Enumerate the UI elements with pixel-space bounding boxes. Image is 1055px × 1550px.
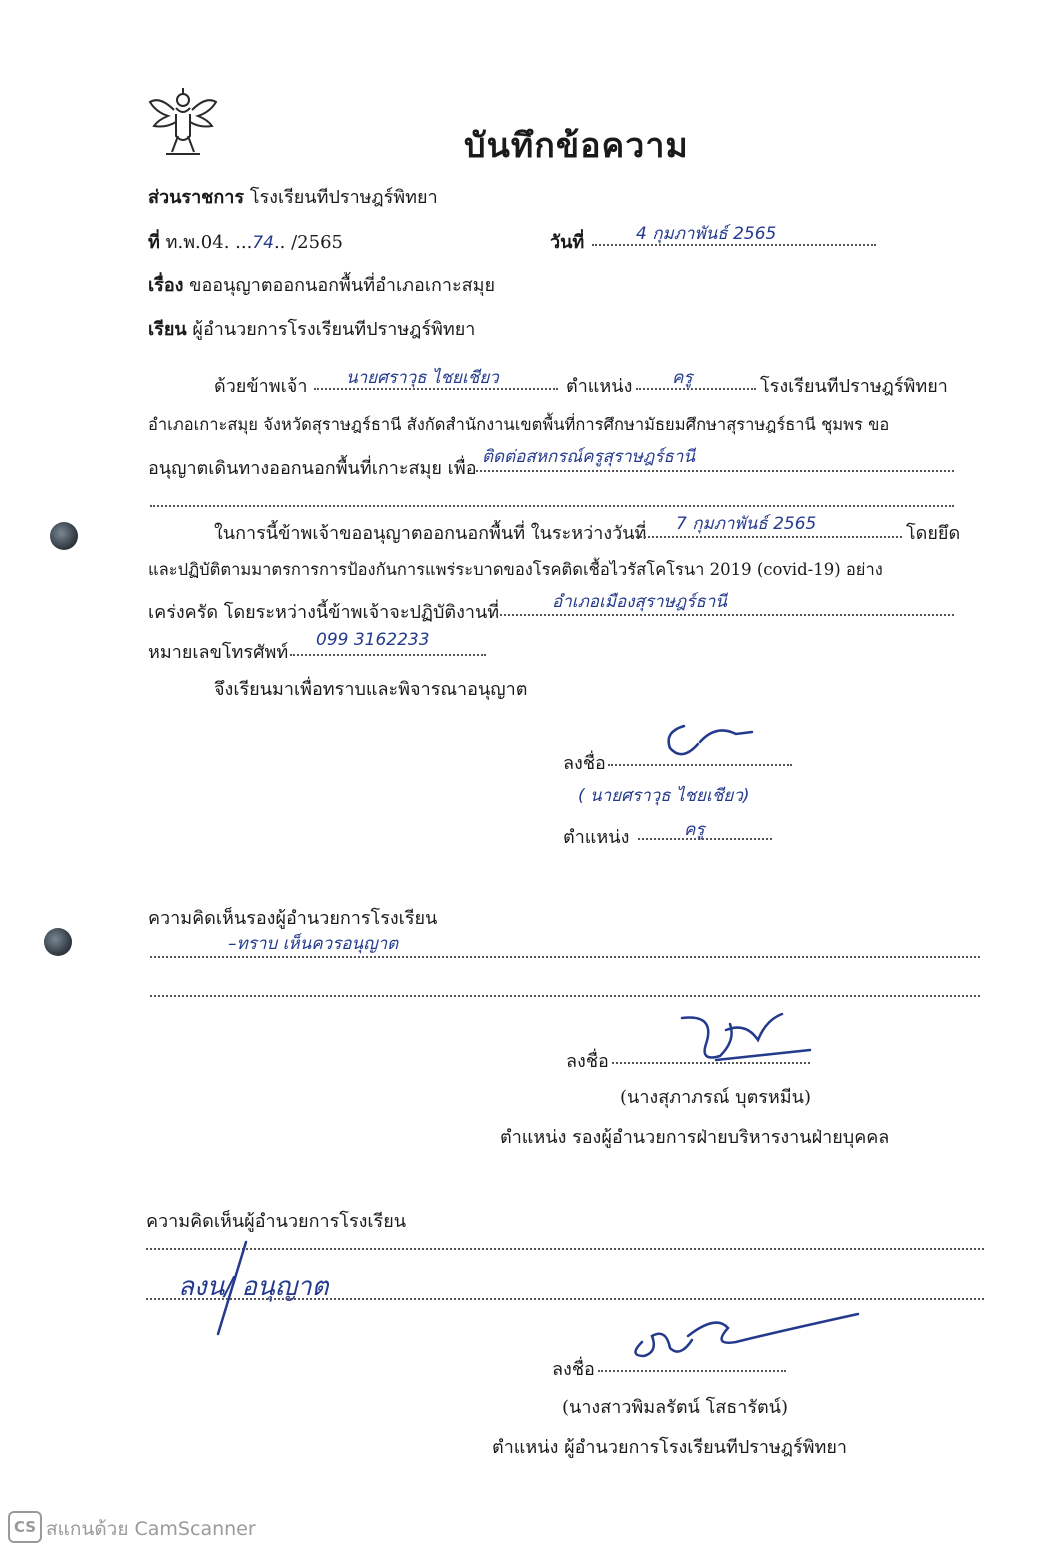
deputy-comment-handwritten: –ทราบ เห็นควรอนุญาต: [228, 934, 399, 954]
camscanner-text: สแกนด้วย CamScanner: [46, 1518, 256, 1540]
director-dotline-1: [146, 1248, 984, 1250]
p2-line2: และปฏิบัติตามมาตรการการป้องกันการแพร่ระบาดของโรคติดเชื้อไวรัสโคโรนา 2019 (covid-19) อย่าง: [148, 560, 883, 579]
sign1-position-dotline: [638, 838, 772, 840]
phone-label: หมายเลขโทรศัพท์: [148, 642, 289, 663]
agency-line: [148, 182, 438, 211]
date-value: 4 กุมภาพันธ์ 2565: [636, 224, 777, 244]
deputy-name: (นางสุภาภรณ์ บุตรหมีน): [620, 1087, 811, 1108]
punch-hole-top: [50, 522, 78, 550]
deputy-dotline-2: [150, 995, 980, 997]
school-tail: โรงเรียนทีปราษฎร์พิทยา: [760, 376, 948, 397]
to-value: ผู้อำนวยการโรงเรียนทีปราษฎร์พิทยา: [192, 319, 476, 340]
sign1-position-label: ตำแหน่ง: [563, 827, 630, 848]
p2-start: ในการนี้ข้าพเจ้าขออนุญาตออกนอกพื้นที่ ในระหว่างวันที่: [214, 523, 647, 544]
memo-title: บันทึกข้อความ: [464, 126, 689, 166]
p1-line2: อำเภอเกาะสมุย จังหวัดสุราษฎร์ธานี สังกัดสำนักงานเขตพื้นที่การศึกษามัธยมศึกษาสุราษฎร์ธานี ชุมพร ขอ: [148, 415, 890, 434]
sign1-dotline: [608, 764, 792, 766]
position-handwritten: ครู: [672, 368, 693, 388]
director-name: (นางสาวพิมลรัตน์ โสธารัตน์): [562, 1397, 789, 1418]
p1-line3: อนุญาตเดินทางออกนอกพื้นที่เกาะสมุย เพื่อ: [148, 458, 477, 479]
director-position: ตำแหน่ง ผู้อำนวยการโรงเรียนทีปราษฎร์พิทยา: [492, 1437, 848, 1458]
subject-label: เรื่อง: [148, 275, 184, 296]
sign1-label: ลงชื่อ: [563, 753, 606, 774]
garuda-emblem: [146, 86, 220, 164]
closing-text: จึงเรียนมาเพื่อทราบและพิจารณาอนุญาต: [214, 679, 528, 700]
camscanner-badge: CS: [8, 1511, 42, 1543]
deputy-position: ตำแหน่ง รองผู้อำนวยการฝ่ายบริหารงานฝ่ายบุคคล: [500, 1127, 890, 1148]
ref-prefix: ท.พ.04. ...: [165, 232, 253, 253]
signature-2-drawing: [676, 1000, 816, 1070]
director-comment-handwritten: ลงน/ อนุญาต: [178, 1272, 329, 1302]
agency-label: ส่วนราชการ: [148, 187, 245, 208]
director-heading: ความคิดเห็นผู้อำนวยการโรงเรียน: [146, 1211, 407, 1232]
deputy-heading: ความคิดเห็นรองผู้อำนวยการโรงเรียน: [148, 908, 438, 929]
p2-line3: เคร่งครัด โดยระหว่างนี้ข้าพเจ้าจะปฏิบัติงานที่: [148, 602, 500, 623]
blank-dotline: [150, 505, 954, 507]
signature-1-drawing: [656, 714, 756, 764]
agency-value: โรงเรียนทีปราษฎร์พิทยา: [249, 187, 438, 208]
name-handwritten: นายศราวุธ ไชยเชียว: [346, 368, 499, 388]
ref-label: ที่: [148, 232, 160, 253]
to-label: เรียน: [148, 319, 187, 340]
p2-tail: โดยยึด: [906, 523, 961, 544]
ref-suffix: .. /2565: [273, 232, 343, 253]
punch-hole-bottom: [44, 928, 72, 956]
director-sign-dotline: [598, 1370, 786, 1372]
workplace-handwritten: อำเภอเมืองสุราษฎร์ธานี: [552, 592, 727, 612]
subject-value: ขออนุญาตออกนอกพื้นที่อำเภอเกาะสมุย: [189, 275, 496, 296]
position-label: ตำแหน่ง: [566, 376, 633, 397]
phone-dotline: [290, 654, 486, 656]
subject-line: [148, 270, 495, 299]
purpose-dotline: [476, 470, 954, 472]
ref-number: 74: [252, 233, 274, 253]
travel-date-handwritten: 7 กุมภาพันธ์ 2565: [676, 514, 817, 534]
sign1-name-handwritten: ( นายศราวุธ ไชยเชียว): [578, 786, 750, 806]
phone-handwritten: 099 3162233: [316, 630, 430, 650]
sign1-position-handwritten: ครู: [684, 820, 705, 840]
to-line: [148, 314, 475, 343]
date-label: วันที่: [550, 232, 585, 253]
ref-line: [148, 227, 343, 256]
signature-3-drawing: [626, 1306, 866, 1366]
position-dotline: [636, 388, 756, 390]
deputy-dotline-1: [150, 956, 980, 958]
director-comment-stroke: [212, 1238, 252, 1338]
deputy-sign-label: ลงชื่อ: [566, 1051, 609, 1072]
p1-start: ด้วยข้าพเจ้า: [214, 376, 308, 397]
director-sign-label: ลงชื่อ: [552, 1359, 595, 1380]
director-dotline-2: [146, 1298, 984, 1300]
purpose-handwritten: ติดต่อสหกรณ์ครูสุราษฎร์ธานี: [482, 447, 695, 467]
